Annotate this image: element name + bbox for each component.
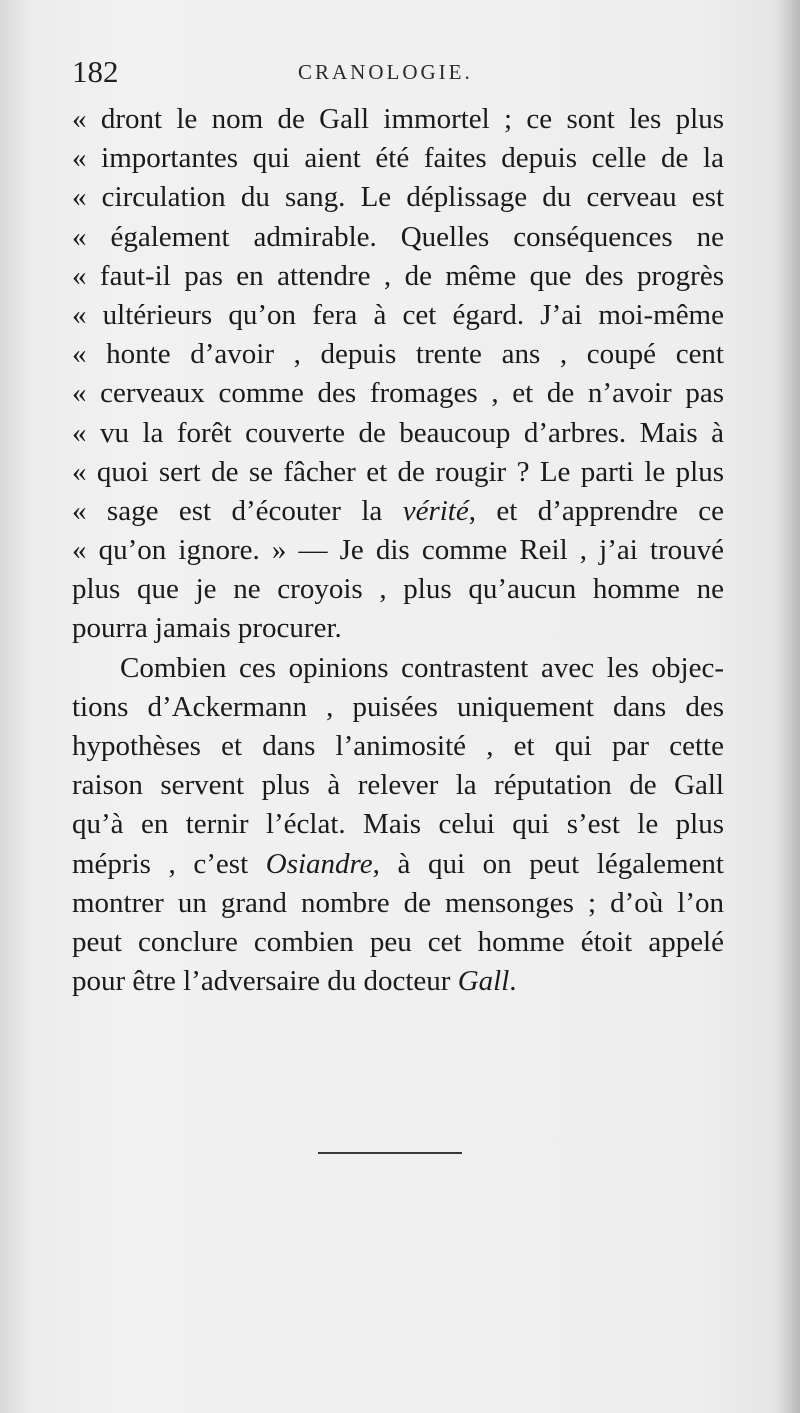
italic-name-gall: Gall xyxy=(457,965,510,998)
text-line: hypothèses et dans l’animosité , et qui par cette xyxy=(72,730,724,762)
text-line: « honte d’avoir , depuis trente ans , coupé cent xyxy=(72,338,724,371)
italic-word-verite: vérité xyxy=(402,494,469,527)
running-title: CRANOLOGIE. xyxy=(298,60,473,84)
text-segment: pour être l’adversaire du docteur xyxy=(72,965,458,998)
text-line: « ultérieurs qu’on fera à cet égard. J’ai moi-même xyxy=(72,298,724,331)
text-line: plus que je ne croyois , plus qu’aucun homme ne xyxy=(72,573,724,606)
text-line: pourra jamais procurer. xyxy=(72,612,342,645)
text-line: peut conclure combien peu cet homme étoit appelé xyxy=(72,925,724,958)
text-segment: , et d’apprendre ce xyxy=(468,494,724,527)
italic-name-osiandre: Osiandre xyxy=(265,847,373,880)
text-line: raison servent plus à relever la réputation de Gall xyxy=(72,769,724,802)
text-segment: « sage est d’écouter la xyxy=(72,494,403,527)
text-segment: . xyxy=(509,965,517,998)
text-line: « importantes qui aient été faites depuis celle de la xyxy=(72,142,724,175)
text-line: « quoi sert de se fâcher et de rougir ? Le parti le plus xyxy=(72,455,724,488)
text-line xyxy=(72,962,724,1001)
section-separator-rule xyxy=(318,1152,462,1154)
text-line: « dront le nom de Gall immortel ; ce sont les plus xyxy=(72,103,724,135)
text-segment: mépris , c’est xyxy=(72,847,266,880)
text-segment: , à qui on peut légalement xyxy=(372,847,724,880)
text-line: « qu’on ignore. » — Je dis comme Reil , j’ai trouvé xyxy=(72,534,724,567)
page-number: 182 xyxy=(72,54,119,89)
text-line: tions d’Ackermann , puisées uniquement dans des xyxy=(72,690,724,723)
text-line xyxy=(72,845,724,884)
text-line: « cerveaux comme des fromages , et de n’avoir pas xyxy=(72,377,724,410)
text-line: « faut-il pas en attendre , de même que des progrès xyxy=(72,259,724,292)
running-head xyxy=(72,52,724,92)
text-line: « vu la forêt couverte de beaucoup d’arbres. Mais à xyxy=(72,416,724,449)
text-line xyxy=(72,492,724,531)
text-line: « circulation du sang. Le déplissage du cerveau est xyxy=(72,181,724,214)
text-line: « également admirable. Quelles conséquences ne xyxy=(72,220,724,253)
paragraph-first-line: Combien ces opinions contrastent avec les objec- xyxy=(120,651,724,684)
body-text xyxy=(72,100,724,1001)
text-line: montrer un grand nombre de mensonges ; d’où l’on xyxy=(72,886,724,919)
text-line: qu’à en ternir l’éclat. Mais celui qui s’est le plus xyxy=(72,808,724,841)
